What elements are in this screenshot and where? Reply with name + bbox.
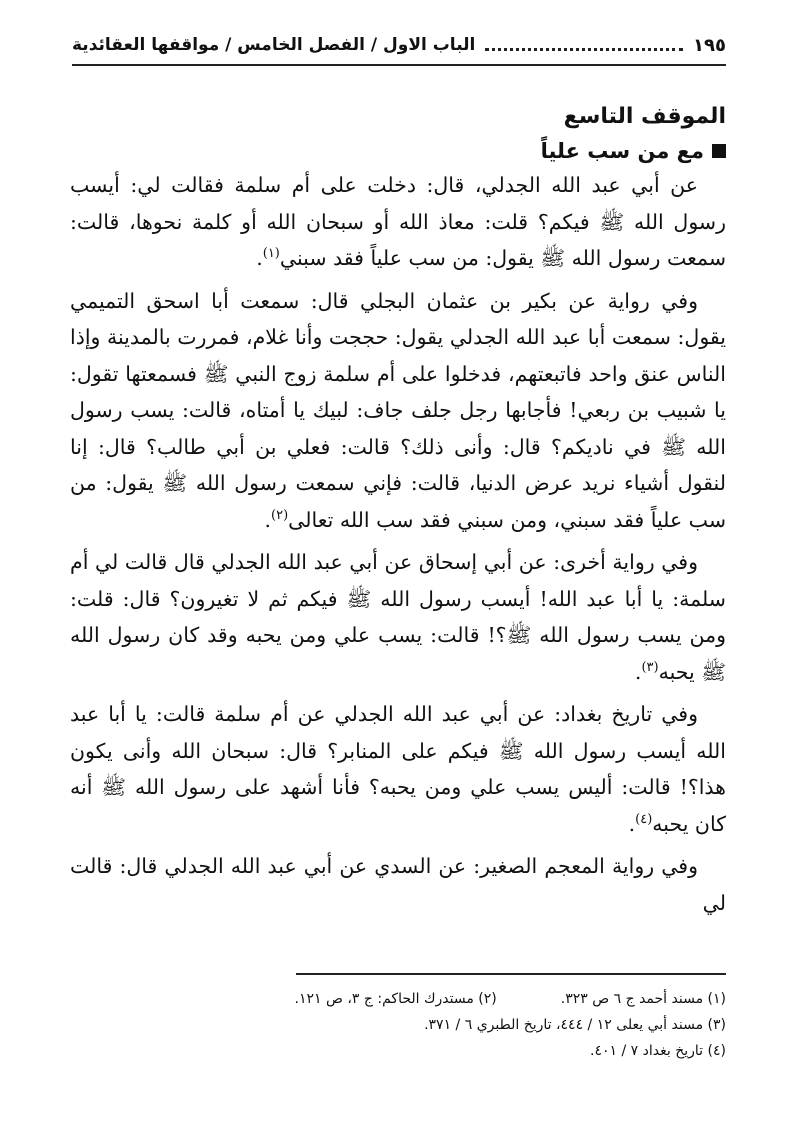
footnote-row bbox=[70, 986, 726, 1012]
footnote-mark: (٣) bbox=[641, 659, 659, 675]
leader-dots bbox=[485, 47, 683, 51]
paragraph-3: وفي رواية أخرى: عن أبي إسحاق عن أبي عبد الله الجدلي قال قالت لي أم سلمة: يا أبا عبد الله! أيسب رسول الله ﷺ فيكم ثم لا تغيرون؟ قال: قلت: ومن يسب رسول الله ﷺ؟! قالت: يسب علي ومن يحبه وقد كان رسول الله ﷺ يحبه$^{(٣)}$. bbox=[70, 550, 726, 684]
footnote-row bbox=[70, 1012, 726, 1038]
footnote-4: (٤) تاريخ بغداد ٧ / ٤٠١. bbox=[590, 1043, 726, 1059]
footnote-mark: (٢) bbox=[271, 507, 289, 523]
paragraph-1: عن أبي عبد الله الجدلي، قال: دخلت على أم سلمة فقالت لي: أيسب رسول الله ﷺ فيكم؟ قلت: معاذ الله أو سبحان الله أو كلمة نحوها، قالت: سمعت رسول الله ﷺ يقول: من سب علياً فقد سبني$^{(١)}$. bbox=[70, 173, 726, 270]
running-header bbox=[72, 28, 726, 62]
paragraph-5: وفي رواية المعجم الصغير: عن السدي عن أبي عبد الله الجدلي قال: قالت لي bbox=[70, 854, 726, 915]
header-rule bbox=[72, 64, 726, 66]
footnote-2: (٢) مستدرك الحاكم: ج ٣، ص ١٢١. bbox=[294, 991, 497, 1007]
paragraph-4: وفي تاريخ بغداد: عن أبي عبد الله الجدلي عن أم سلمة قالت: يا أبا عبد الله أيسب رسول الله ﷺ فيكم على المنابر؟ قال: سبحان الله وأنى يكون هذا؟! قالت: أليس يسب علي ومن يحبه؟ فأنا أشهد على رسول الله ﷺ أنه كان يحبه$^{(٤)}$. bbox=[70, 702, 726, 836]
subtitle bbox=[70, 139, 726, 163]
running-title: الباب الاول / الفصل الخامس / مواقفها العقائدية bbox=[72, 35, 476, 55]
footnote-mark: (١) bbox=[262, 246, 280, 262]
footnote-mark: (٤) bbox=[635, 811, 653, 827]
footnote-3: (٣) مسند أبي يعلى ١٢ / ٤٤٤، تاريخ الطبري ٦ / ٣٧١. bbox=[424, 1017, 726, 1033]
main-text bbox=[70, 100, 726, 927]
paragraph-2: وفي رواية عن بكير بن عثمان البجلي قال: سمعت أبا اسحق التميمي يقول: سمعت أبا عبد الله الجدلي يقول: حججت وأنا غلام، فمررت بالمدينة وإذا الناس عنق واحد فاتبعتهم، فدخلوا على أم سلمة زوج النبي ﷺ فسمعتها تقول: يا شبيب بن ربعي! فأجابها رجل جلف جاف: لبيك يا أمتاه، قالت: يسب رسول الله ﷺ في ناديكم؟ قال: وأنى ذلك؟ قالت: فعلي بن أبي طالب؟ قال: إنا لنقول أشياء نريد عرض الدنيا، قالت: فإني سمعت رسول الله ﷺ يقول: من سب علياً فقد سبني، ومن سبني فقد سب الله تعالى$^{(٢)}$. bbox=[70, 288, 726, 532]
section-title: الموقف التاسع bbox=[563, 104, 726, 129]
subtitle-text: مع من سب علياً bbox=[540, 139, 704, 163]
footnote-rule bbox=[296, 973, 726, 975]
footnote-row bbox=[70, 1038, 726, 1064]
footnote-1: (١) مسند أحمد ج ٦ ص ٣٢٣. bbox=[560, 991, 726, 1007]
page-number: ١٩٥ bbox=[693, 34, 726, 56]
footnotes bbox=[70, 986, 726, 1064]
square-bullet-icon bbox=[712, 144, 726, 158]
